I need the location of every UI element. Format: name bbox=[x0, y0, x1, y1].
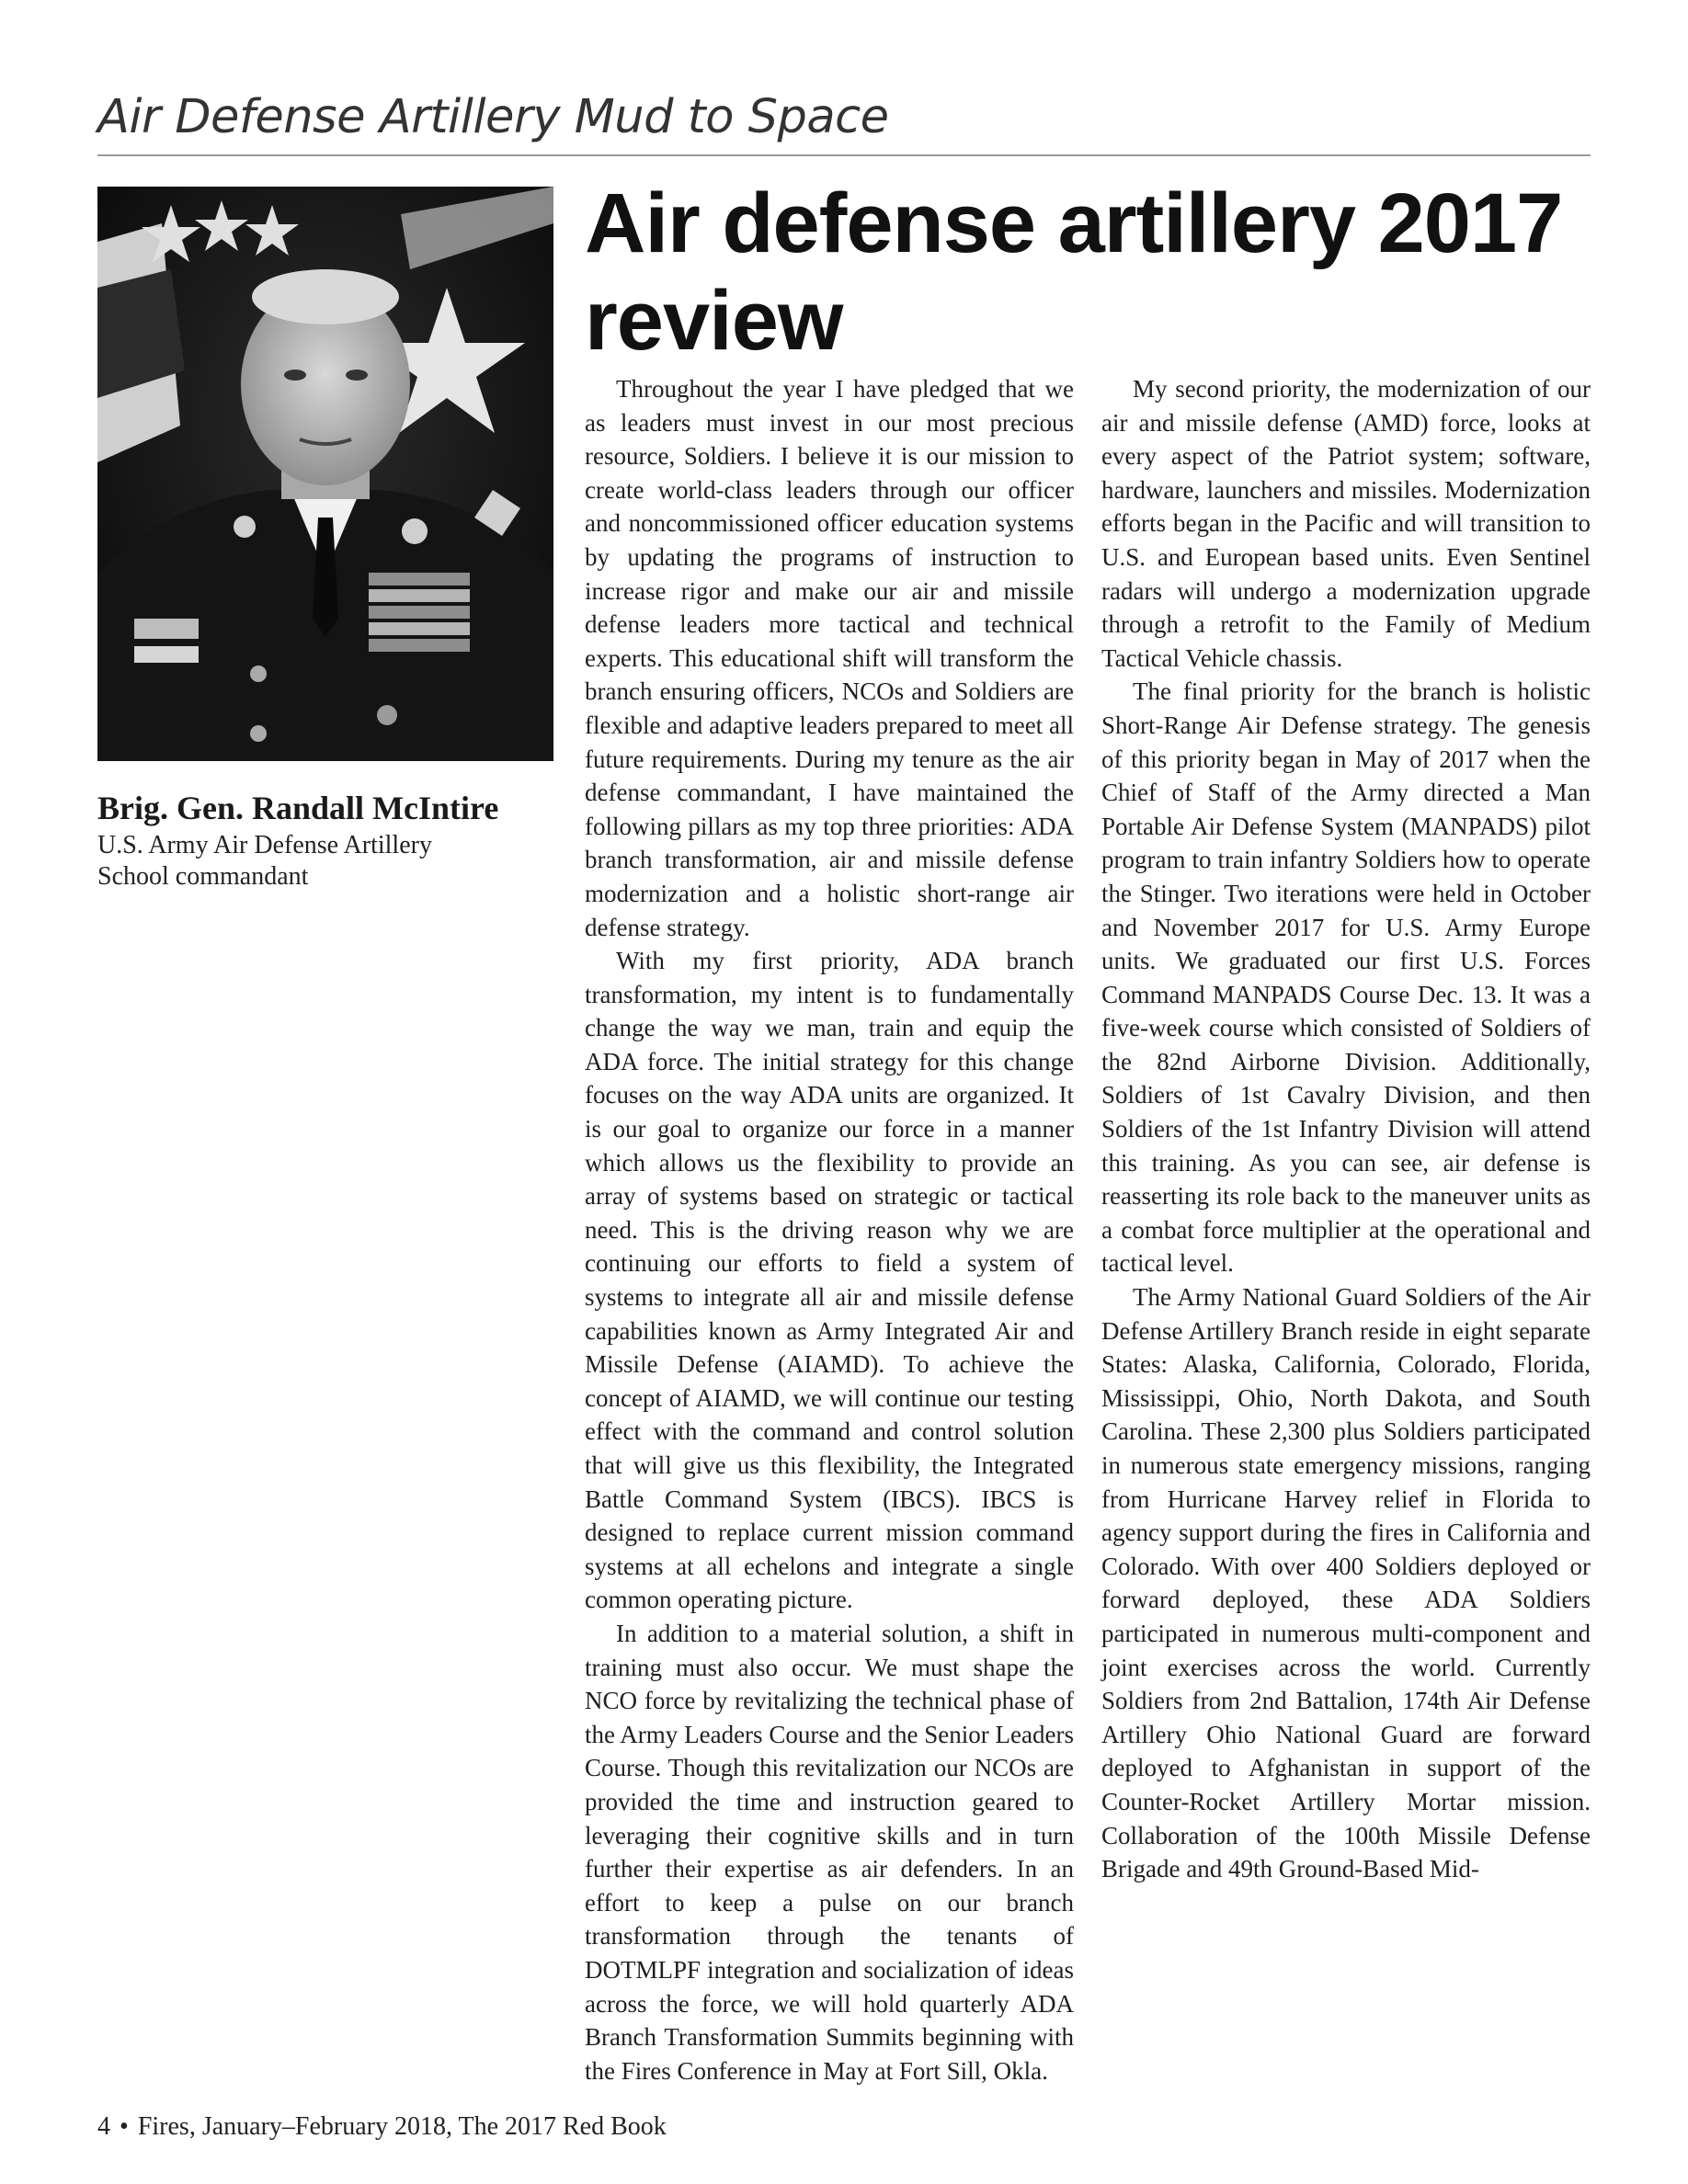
page-number: 4 bbox=[97, 2112, 110, 2141]
body-column-right bbox=[1101, 372, 1591, 1886]
page-footer bbox=[97, 2112, 667, 2142]
article-title: Air defense artillery 2017 review bbox=[585, 176, 1563, 368]
body-paragraph-3: In addition to a material solution, a shift in training must also occur. We must shape the NCO force by revitalizing the technical phase of the Army Leaders Course and the Senior Leaders Course. Though this revitalization our NCOs are provided the time and instruction geared to leveraging their cognitive skills and in turn further their expertise as air defenders. In an effort to keep a pulse on our branch transformation through the tenants of DOTMLPF integration and socialization of ideas across the force, we will hold quarterly ADA Branch Transformation Summits beginning with the Fires Conference in May at Fort Sill, Okla. bbox=[585, 1619, 1074, 2085]
body-paragraph-2: With my first priority, ADA branch transformation, my intent is to fundamentally change the way we man, train and equip the ADA force. The initial strategy for this change focuses on the way ADA units are organized. It is our goal to organize our force in a manner which allows us the flexibility to provide an array of systems based on strategic or tactical need. This is the driving reason why we are continuing our efforts to field a system of systems to integrate all air and missile defense capabilities known as Army Integrated Air and Missile Defense (AIAMD). To achieve the concept of AIAMD, we will continue our testing effect with the command and control solution that will give us this flexibility, the Integrated Battle Command System (IBCS). IBCS is designed to replace current mission command systems at all echelons and integrate a single common operating picture. bbox=[585, 947, 1074, 1614]
header-divider bbox=[97, 154, 1591, 156]
body-column-left bbox=[585, 372, 1074, 2087]
portrait-photo bbox=[97, 187, 553, 761]
section-title: Air Defense Artillery Mud to Space bbox=[97, 90, 889, 144]
publication-info: Fires, January–February 2018, The 2017 Red Book bbox=[137, 2112, 667, 2141]
body-paragraph-1: Throughout the year I have pledged that we as leaders must invest in our most precious resource, Soldiers. I believe it is our mission to create world-class leaders through our officer and noncommissioned officer education systems by updating the programs of instruction to increase rigor and make our air and missile defense leaders more tactical and technical experts. This educational shift will transform the branch ensuring officers, NCOs and Soldiers are flexible and adaptive leaders prepared to meet all future requirements. During my tenure as the air defense commandant, I have maintained the following pillars as my top three priorities: ADA branch transformation, air and missile defense modernization and a holistic short-range air defense strategy. bbox=[585, 375, 1074, 941]
caption-name: Brig. Gen. Randall McIntire bbox=[97, 790, 499, 826]
body-paragraph-4: My second priority, the modernization of our air and missile defense (AMD) force, looks at every aspect of the Patriot system; software, hardware, launchers and missiles. Modernization efforts began in the Pacific and will transition to U.S. and European based units. Even Sentinel radars will undergo a modernization upgrade through a retrofit to the Family of Medium Tactical Vehicle chassis. bbox=[1101, 375, 1591, 672]
footer-separator: • bbox=[120, 2112, 129, 2141]
body-paragraph-6: The Army National Guard Soldiers of the Air Defense Artillery Branch reside in eight separate States: Alaska, California, Colorado, Florida, Mississippi, Ohio, North Dakota, and South Carolina. These 2,300 plus Soldiers participated in numerous state emergency missions, ranging from Hurricane Harvey relief in Florida to agency support during the fires in California and Colorado. With over 400 Soldiers deployed or forward deployed, these ADA Soldiers participated in numerous multi-component and joint exercises across the world. Currently Soldiers from 2nd Battalion, 174th Air Defense Artillery Ohio National Guard are forward deployed to Afghanistan in support of the Counter-Rocket Artillery Mortar mission. Collaboration of the 100th Missile Defense Brigade and 49th Ground-Based Mid- bbox=[1101, 1283, 1591, 1883]
caption-title-line-2: School commandant bbox=[97, 862, 309, 891]
caption-title-line-1: U.S. Army Air Defense Artillery bbox=[97, 831, 432, 859]
body-paragraph-5: The final priority for the branch is holistic Short-Range Air Defense strategy. The genesis of this priority began in May of 2017 when the Chief of Staff of the Army directed a Man Portable Air Defense System (MANPADS) pilot program to train infantry Soldiers how to operate the Stinger. Two iterations were held in October and November 2017 for U.S. Army Europe units. We graduated our first U.S. Forces Command MANPADS Course Dec. 13. It was a five-week course which consisted of Soldiers of the 82nd Airborne Division. Additionally, Soldiers of 1st Cavalry Division, and then Soldiers of the 1st Infantry Division will attend this training. As you can see, air defense is reasserting its role back to the maneuver units as a combat force multiplier at the operational and tactical level. bbox=[1101, 677, 1591, 1278]
